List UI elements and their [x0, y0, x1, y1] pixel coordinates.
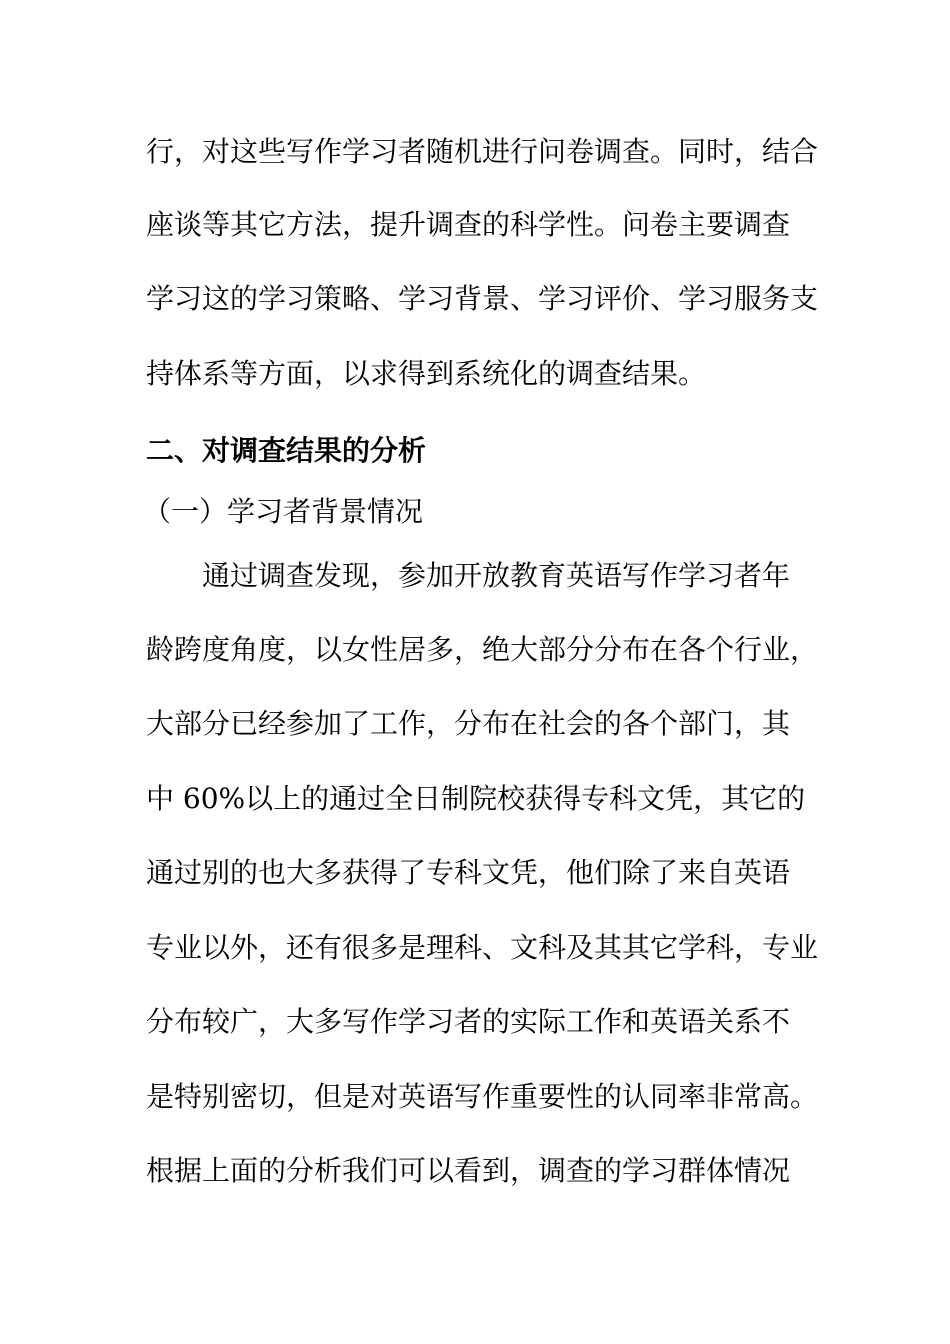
paragraph-line: 是特别密切，但是对英语写作重要性的认同率非常高。 [146, 1080, 819, 1113]
paragraph-line: 专业以外，还有很多是理科、文科及其其它学科，专业 [146, 931, 819, 964]
paragraph-line: 根据上面的分析我们可以看到，调查的学习群体情况 [146, 1154, 791, 1187]
paragraph-line: 行，对这些写作学习者随机进行问卷调查。同时，结合 [146, 135, 819, 168]
subsection-heading: （一）学习者背景情况 [143, 495, 424, 528]
paragraph-line: 通过别的也大多获得了专科文凭，他们除了来自英语 [146, 856, 791, 889]
paragraph-line: 持体系等方面，以求得到系统化的调查结果。 [146, 357, 707, 390]
paragraph-line: 座谈等其它方法，提升调查的科学性。问卷主要调查 [146, 208, 791, 241]
paragraph-line: 大部分已经参加了工作，分布在社会的各个部门，其 [146, 707, 791, 740]
paragraph-line: 龄跨度角度，以女性居多，绝大部分分布在各个行业， [146, 633, 819, 666]
paragraph-line: 学习这的学习策略、学习背景、学习评价、学习服务支 [146, 282, 819, 315]
paragraph-line: 分布较广，大多写作学习者的实际工作和英语关系不 [146, 1005, 791, 1038]
section-heading: 二、对调查结果的分析 [146, 434, 427, 467]
paragraph-line: 中 60%以上的通过全日制院校获得专科文凭，其它的 [146, 782, 806, 815]
paragraph-line: 通过调查发现，参加开放教育英语写作学习者年 [202, 559, 791, 592]
